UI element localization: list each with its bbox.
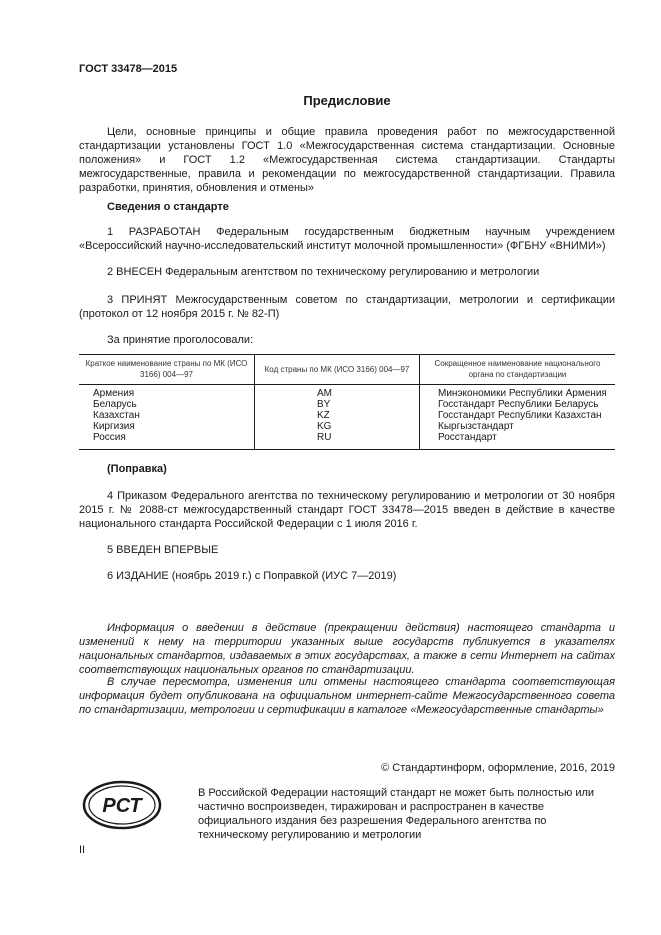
- item-4: 4 Приказом Федерального агентства по техническому регулированию и метрологии от 30 ноября 2015 г. № 2088-ст межгосударственный стандарт ГОСТ 33478—2015 введен в действие в качестве национального стандарта Российской Федерации с 1 июля 2016 г.: [79, 490, 615, 530]
- item-2: 2 ВНЕСЕН Федеральным агентством по техническому регулированию и метрологии: [107, 266, 540, 278]
- amendment-label: (Поправка): [107, 463, 167, 475]
- item-3: 3 ПРИНЯТ Межгосударственным советом по стандартизации, метрологии и сертификации (протокол от 12 ноября 2015 г. № 82-П): [79, 294, 615, 320]
- item-6: 6 ИЗДАНИЕ (ноябрь 2019 г.) с Поправкой (ИУС 7—2019): [107, 570, 397, 582]
- country-column: [79, 385, 255, 450]
- rights-paragraph: В Российской Федерации настоящий стандарт не может быть полностью или частично воспроизведен, тиражирован и распространен в качестве официального издания без разрешения Федерального агентства по техническому регулированию и метрологии: [198, 787, 595, 841]
- countries-table: [79, 354, 615, 450]
- info-heading: Сведения о стандарте: [107, 201, 229, 213]
- country-name: Беларусь: [93, 399, 137, 410]
- country-code: AM: [317, 388, 332, 399]
- country-name: Казахстан: [93, 410, 140, 421]
- country-code: RU: [317, 432, 332, 443]
- item-1: 1 РАЗРАБОТАН Федеральным государственным бюджетным научным учреждением «Всероссийский научно-исследовательский институт молочной промышленности» (ФГБНУ «ВНИМИ»): [79, 226, 615, 252]
- country-code: BY: [317, 399, 331, 410]
- page-title: Предисловие: [303, 93, 391, 108]
- rst-logo-text: РСТ: [102, 795, 142, 817]
- item-5: 5 ВВЕДЕН ВПЕРВЫЕ: [107, 544, 219, 556]
- code-column: [255, 385, 420, 450]
- country-code: KZ: [317, 410, 330, 421]
- country-code: KG: [317, 421, 332, 432]
- body-column: [420, 385, 616, 450]
- table-header-body: Сокращенное наименование национального органа по стандартизации: [420, 355, 616, 385]
- standards-body: Госстандарт Республики Беларусь: [438, 399, 599, 410]
- voted-label: За принятие проголосовали:: [107, 334, 254, 346]
- rst-logo-icon: [82, 780, 162, 830]
- intro-paragraph: Цели, основные принципы и общие правила проведения работ по межгосударственной стандартизации установлены ГОСТ 1.0 «Межгосударственная система стандартизации. Основные положения» и ГОСТ 1.2 «Межгосударственная система стандартизации. Стандарты межгосударственные, правила и рекомендации по межгосударственной стандартизации. Правила разработки, принятия, обновления и отмены»: [79, 126, 615, 194]
- notice-paragraph-2: В случае пересмотра, изменения или отмены настоящего стандарта соответствующая информация будет опубликована на официальном интернет-сайте Межгосударственного совета по стандартизации, метрологии и сертификации в каталоге «Межгосударственные стандарты»: [79, 676, 615, 716]
- notice-paragraph-1: Информация о введении в действие (прекращении действия) настоящего стандарта и изменений к нему на территории указанных выше государств публикуется в указателях национальных стандартов, издаваемых в этих государствах, а также в сети Интернет на сайтах соответствующих национальных органов по стандартизации.: [79, 622, 615, 676]
- standards-body: Росстандарт: [438, 432, 497, 443]
- standards-body: Кыргызстандарт: [438, 421, 514, 432]
- table-row: [79, 385, 615, 450]
- table-header-country: Краткое наименование страны по МК (ИСО 3166) 004—97: [79, 355, 255, 385]
- page-number: II: [79, 844, 86, 856]
- standards-body: Госстандарт Республики Казахстан: [438, 410, 602, 421]
- document-code: ГОСТ 33478—2015: [79, 63, 178, 75]
- country-name: Россия: [93, 432, 126, 443]
- country-name: Киргизия: [93, 421, 135, 432]
- copyright: © Стандартинформ, оформление, 2016, 2019: [381, 762, 615, 774]
- country-name: Армения: [93, 388, 135, 399]
- table-header-code: Код страны по МК (ИСО 3166) 004—97: [255, 355, 420, 385]
- standards-body: Минэкономики Республики Армения: [438, 388, 607, 399]
